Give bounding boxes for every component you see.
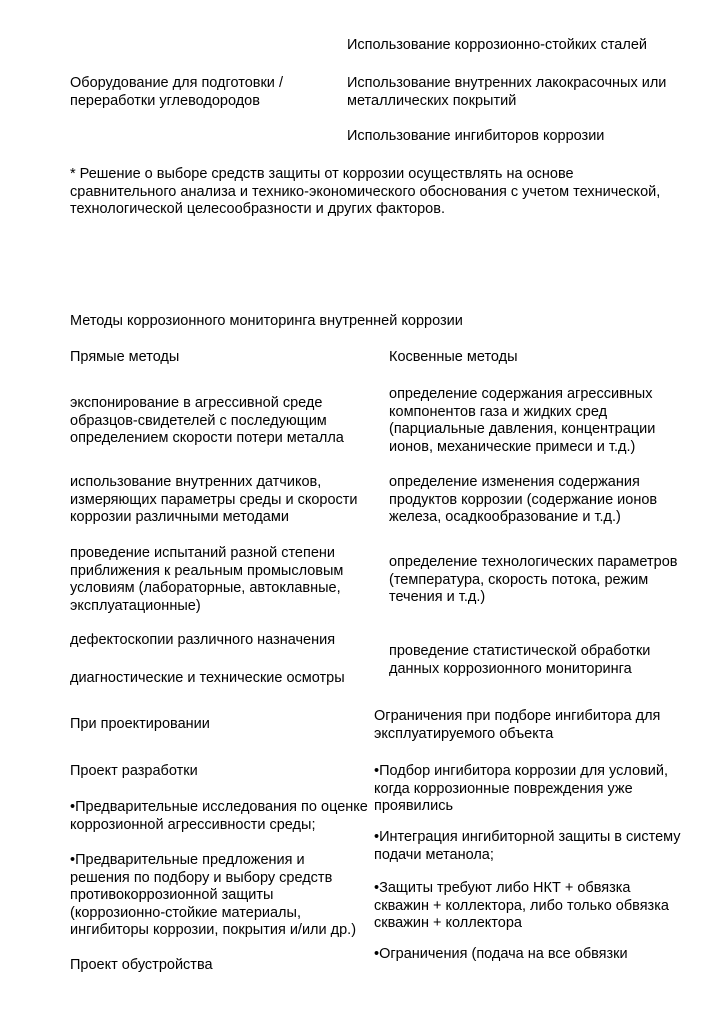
right-cell-inhibitors: Использование ингибиторов коррозии: [347, 128, 605, 144]
design-right-item: •Защиты требуют либо НКТ + обвязка скважин + коллектора, либо только обвязка скважин + коллектора: [374, 880, 669, 931]
indirect-method-item: определение содержания агрессивных компонентов газа и жидких сред (парциальные давления, концентрации ионов, механические примеси и т.д.): [389, 386, 656, 455]
footnote: * Решение о выборе средств защиты от коррозии осуществлять на основе сравнительного анализа и технико-экономического обоснования с учетом технической, технологической целесообразности и других факторов.: [70, 166, 661, 217]
design-right-header: Ограничения при подборе ингибитора для эксплуатируемого объекта: [374, 708, 661, 742]
left-cell-equipment: Оборудование для подготовки / переработки углеводородов: [70, 75, 283, 109]
design-left-header: При проектировании: [70, 716, 210, 732]
design-left-item: Проект обустройства: [70, 957, 213, 973]
design-left-item: Проект разработки: [70, 763, 198, 779]
direct-method-item: дефектоскопии различного назначения: [70, 632, 336, 648]
design-right-item: •Подбор ингибитора коррозии для условий, когда коррозионные повреждения уже проявились: [374, 763, 669, 814]
design-right-item: •Интеграция ингибиторной защиты в систему подачи метанола;: [374, 829, 681, 863]
direct-method-item: проведение испытаний разной степени приближения к реальным промысловым условиям (лабораторные, автоклавные, эксплуатационные): [70, 545, 344, 614]
direct-methods-header: Прямые методы: [70, 349, 180, 365]
right-cell-steels: Использование коррозионно-стойких сталей: [347, 37, 647, 53]
right-cell-coatings: Использование внутренних лакокрасочных или металлических покрытий: [347, 75, 667, 109]
indirect-method-item: определение технологических параметров (температура, скорость потока, режим течения и т.д.): [389, 554, 678, 605]
indirect-method-item: проведение статистической обработки данных коррозионного мониторинга: [389, 643, 651, 677]
direct-method-item: использование внутренних датчиков, измеряющих параметры среды и скорости коррозии различными методами: [70, 474, 358, 525]
indirect-methods-header: Косвенные методы: [389, 349, 518, 365]
design-left-item: •Предварительные предложения и решения по подбору и выбору средств противокоррозионной защиты (коррозионно-стойкие материалы, ингибиторы коррозии, покрытия и/или др.): [70, 852, 357, 938]
direct-method-item: диагностические и технические осмотры: [70, 670, 345, 686]
indirect-method-item: определение изменения содержания продуктов коррозии (содержание ионов железа, осадкообразование и т.д.): [389, 474, 658, 525]
design-left-item: •Предварительные исследования по оценке коррозионной агрессивности среды;: [70, 799, 368, 833]
monitoring-title: Методы коррозионного мониторинга внутренней коррозии: [70, 313, 463, 329]
direct-method-item: экспонирование в агрессивной среде образцов-свидетелей с последующим определением скорости потери металла: [70, 395, 344, 446]
design-right-item: •Ограничения (подача на все обвязки: [374, 946, 628, 962]
